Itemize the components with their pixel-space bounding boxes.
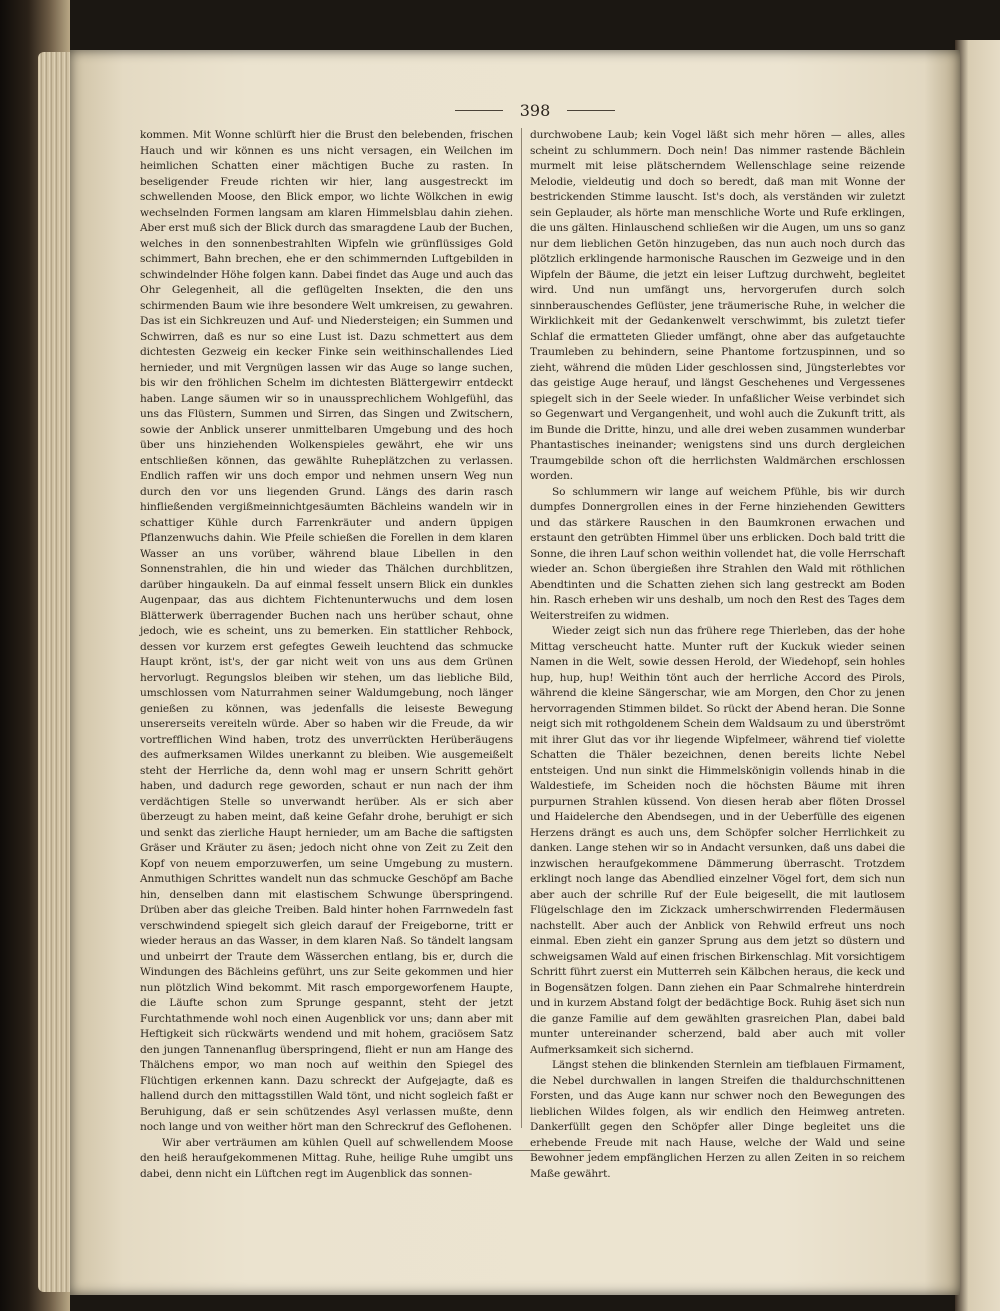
facing-page-edge <box>955 40 1000 1311</box>
header-rule-right <box>567 110 615 111</box>
paragraph: Wir aber verträumen am kühlen Quell auf schwellendem Moose den heiß heraufgekommenen Mittag. Ruhe, heilige Ruhe umgibt uns dabei, denn nicht ein Lüftchen regt im Augenblick das sonnen- <box>140 1136 513 1180</box>
paragraph: Längst stehen die blinkenden Sternlein am tiefblauen Firmament, die Nebel durchwallen in langen Streifen die thaldurchschnittenen Forsten, und das Auge kann nur schwer noch den Bewegungen des lieblichen Wildes folgen, als wir endlich den Heimweg antreten. Dankerfüllt gegen den Schöpfer aller Dinge begleitet uns die erhebende Freude mit nach Hause, welche der Wald und seine Bewohner jedem empfänglichen Herzen zu allen Zeiten in so reichem Maße gewährt. <box>530 1059 905 1180</box>
paragraph: So schlummern wir lange auf weichem Pfühle, bis wir durch dumpfes Donnergrollen eines in der Ferne hinziehenden Gewitters und das stärkere Rauschen in den Baumkronen erwachen und erstaunt den getrübten Himmel über uns erblicken. Doch bald tritt die Sonne, die ihren Lauf schon weithin vollendet hat, die volle Herrschaft wieder an. Schon übergießen ihre Strahlen den Wald mit röthlichen Abendtinten und die Schatten ziehen sich lang gestreckt am Boden hin. Rasch erheben wir uns deshalb, um noch den Rest des Tages dem Weiterstreifen zu widmen. <box>530 485 905 622</box>
left-column <box>140 128 513 1182</box>
right-column <box>530 128 905 1182</box>
end-rule <box>451 1150 591 1151</box>
column-divider <box>521 128 522 1128</box>
page-header <box>140 100 930 124</box>
paragraph: kommen. Mit Wonne schlürft hier die Brust den belebenden, frischen Hauch und wir können es uns nicht versagen, ein Weilchen im heimlichen Schatten einer mächtigen Buche zu rasten. In beseligender Freude richten wir hier, lang ausgestreckt im schwellenden Moose, den Blick empor, wo lichte Wölkchen in ewig wechselnden Formen langsam am klaren Himmelsblau dahin ziehen. Aber erst muß sich der Blick durch das smaragdene Laub der Buchen, welches in den sonnenbestrahlten Wipfeln wie grünflüssiges Gold schimmert, Bahn brechen, ehe er den schimmernden Luftgebilden in schwindelnder Höhe folgen kann. Dabei findet das Auge und auch das Ohr Gelegenheit, all die geflügelten Insekten, die den uns schirmenden Baum wie ihre besondere Welt umkreisen, zu gewahren. Das ist ein Sichkreuzen und Auf- und Niedersteigen; ein Summen und Schwirren, daß es nur so eine Lust ist. Dazu schmettert aus dem dichtesten Gezweig ein kecker Finke sein weithinschallendes Lied hernieder, und mit Vergnügen lassen wir das Auge so lange suchen, bis wir den fröhlichen Schelm im dichtesten Blättergewirr entdeckt haben. Lange säumen wir so in unaussprechlichem Wohlgefühl, das uns das Flüstern, Summen und Sirren, das Singen und Zwitschern, sowie der Anblick unserer unmittelbaren Umgebung und des hoch über uns hinziehenden Wolkenspieles gewährt, ehe wir uns entschließen können, das gewählte Ruheplätzchen zu verlassen. Endlich raffen wir uns doch empor und nehmen unsern Weg nun durch den vor uns liegenden Grund. Längs des darin rasch hinfließenden vergißmeinnichtgesäumten Bächleins wandeln wir in schattiger Kühle durch Farrenkräuter und andern üppigen Pflanzenwuchs dahin. Wie Pfeile schießen die Forellen in dem klaren Wasser an uns vorüber, während blaue Libellen in den Sonnenstrahlen, die hin und wieder das Thälchen durchblitzen, darüber hingaukeln. Da auf einmal fesselt unsern Blick ein dunkles Augenpaar, das aus dichtem Fichtenunterwuchs und dem losen Blätterwerk überragender Buchen nach uns herüber schaut, ohne jedoch, wie es scheint, uns zu bemerken. Ein stattlicher Rehbock, dessen vor kurzem erst gefegtes Geweih leuchtend das schmucke Haupt krönt, ist's, der gar nicht weit von uns aus dem Grünen hervorlugt. Regungslos bleiben wir stehen, um das liebliche Bild, umschlossen vom Naturrahmen seiner Waldumgebung, noch länger genießen zu können, was jedenfalls die leiseste Bewegung unsererseits vereiteln würde. Aber so haben wir die Freude, da wir vortrefflichen Wind haben, trotz des unverrückten Herüberäugens des aufmerksamen Wildes unerkannt zu bleiben. Wie ausgemeißelt steht der Herrliche da, denn wohl mag er unsern Schritt gehört haben, und dadurch rege geworden, schaut er nun nach der ihm verdächtigen Stelle so unverwandt herüber. Als er sich aber überzeugt zu haben meint, daß keine Gefahr drohe, beruhigt er sich und senkt das zierliche Haupt hernieder, um am Bache die saftigsten Gräser und Kräuter zu äsen; jedoch nicht ohne von Zeit zu Zeit den Kopf von neuem emporzuwerfen, um seine Umgebung zu mustern. Anmuthigen Schrittes wandelt nun das schmucke Geschöpf am Bache hin, denselben dann mit elastischem Schwunge überspringend. Drüben aber das gleiche Treiben. Bald hinter hohen Farrnwedeln fast verschwindend spiegelt sich gleich darauf der Freigeborne, tritt er wieder heraus an das Wasser, in dem klaren Naß. So tändelt langsam und unbeirrt der Traute dem Wässerchen entlang, bis er, durch die Windungen des Bächleins geführt, uns zur Seite gekommen und hier nun plötzlich Wind bekommt. Mit rasch emporgeworfenem Haupte, die Läufte schon zum Sprunge gespannt, steht der jetzt Furchtathmende wohl noch einen Augenblick vor uns; dann aber mit Heftigkeit sich rückwärts wendend und mit hohem, graciösem Satz den jungen Tannenanflug überspringend, flieht er nun am Hange des Thälchens empor, wo man noch auf weithin den Spiegel des Flüchtigen erkennen kann. Dazu schreckt der Aufgejagte, daß es hallend durch den mittagsstillen Wald tönt, und nicht sogleich faßt er Beruhigung, daß er sein schützendes Asyl verlassen mußte, denn noch lange und von weither hört man den Schreckruf des Geflohenen. <box>140 129 513 1133</box>
header-rule-left <box>455 110 503 111</box>
paragraph: Wieder zeigt sich nun das frühere rege Thierleben, das der hohe Mittag verscheucht hatte. Munter ruft der Kuckuk wieder seinen Namen in die Welt, sowie dessen Herold, der Wiedehopf, sein hohles hup, hup, hup! Weithin tönt auch der herrliche Accord des Pirols, während die kleine Sängerschar, wie am Morgen, den Chor zu jenen hervorragenden Stimmen bildet. So rückt der Abend heran. Die Sonne neigt sich mit rothgoldenem Schein dem Waldsaum zu und überströmt mit ihrer Glut das vor ihr liegende Wipfelmeer, während tief violette Schatten die Thäler bezeichnen, denen bereits lichte Nebel entsteigen. Und nun sinkt die Himmelskönigin vollends hinab in die Waldestiefe, im Scheiden noch die höchsten Bäume mit ihren purpurnen Strahlen küssend. Von diesen herab aber flöten Drossel und Haidelerche den Abendsegen, und in der Ueberfülle des eigenen Herzens drängt es auch uns, dem Schöpfer solcher Herrlichkeit zu danken. Lange stehen wir so in Andacht versunken, daß uns dabei die inzwischen heraufgekommene Dämmerung überrascht. Trotzdem erklingt noch lange das Abendlied einzelner Vögel fort, dem sich nun aber auch der schrille Ruf der Eule beigesellt, die mit lautlosem Flügelschlage den im Zickzack umherschwirrenden Fledermäusen nachstellt. Aber auch der Anblick von Rehwild erfreut uns noch einmal. Eben zieht ein ganzer Sprung aus dem jetzt so düstern und schweigsamen Wald auf einen frischen Birkenschlag. Mit vorsichtigem Schritt führt zuerst ein Mutterreh sein Kälbchen heraus, die keck und in Bogensätzen folgen. Dann ziehen ein Paar Schmalrehe hinterdrein und in kurzem Abstand folgt der bedächtige Bock. Ruhig äset sich nun die ganze Familie auf dem gewählten grasreichen Plan, dabei bald munter untereinander scherzend, bald aber auch mit voller Aufmerksamkeit sich sichernd. <box>530 625 905 1056</box>
page-number: 398 <box>519 101 551 120</box>
paragraph: durchwobene Laub; kein Vogel läßt sich mehr hören — alles, alles scheint zu schlummern. Doch nein! Das nimmer rastende Bächlein murmelt mit leise plätscherndem Wellenschlage seine reizende Melodie, vieldeutig und doch so beredt, daß man mit Wonne der bestrickenden Stimme lauscht. Ist's doch, als verständen wir zuletzt sein Geplauder, als hörte man menschliche Worte und Rufe erklingen, die uns gälten. Hinlauschend schließen wir die Augen, um uns so ganz nur dem lieblichen Getön hinzugeben, das nun auch noch durch das plötzlich erklingende harmonische Rauschen im Gezweige und in den Wipfeln der Bäume, die jetzt ein leiser Luftzug durchweht, begleitet wird. Und nun umfängt uns, hervorgerufen durch solch sinnberauschendes Geflüster, jene träumerische Ruhe, in welcher die Wirklichkeit mit der Gedankenwelt verschwimmt, bis zuletzt tiefer Schlaf die ermatteten Glieder umfängt, ohne aber das aufgetauchte Traumleben zu behindern, seine Phantome fortzuspinnen, und so zieht, während die müden Lider geschlossen sind, Jüngsterlebtes vor das geistige Auge herauf, und längst Geschehenes und Vergessenes spiegelt sich in der Seele wieder. In unfaßlicher Weise verbindet sich so Gegenwart und Vergangenheit, und wohl auch die Zukunft tritt, als im Bunde die Dritte, hinzu, und alle drei weben zusammen wunderbar Phantastisches ineinander; wenigstens sind uns durch dergleichen Traumgebilde schon oft die herrlichsten Waldmärchen erschlossen worden. <box>530 129 905 482</box>
